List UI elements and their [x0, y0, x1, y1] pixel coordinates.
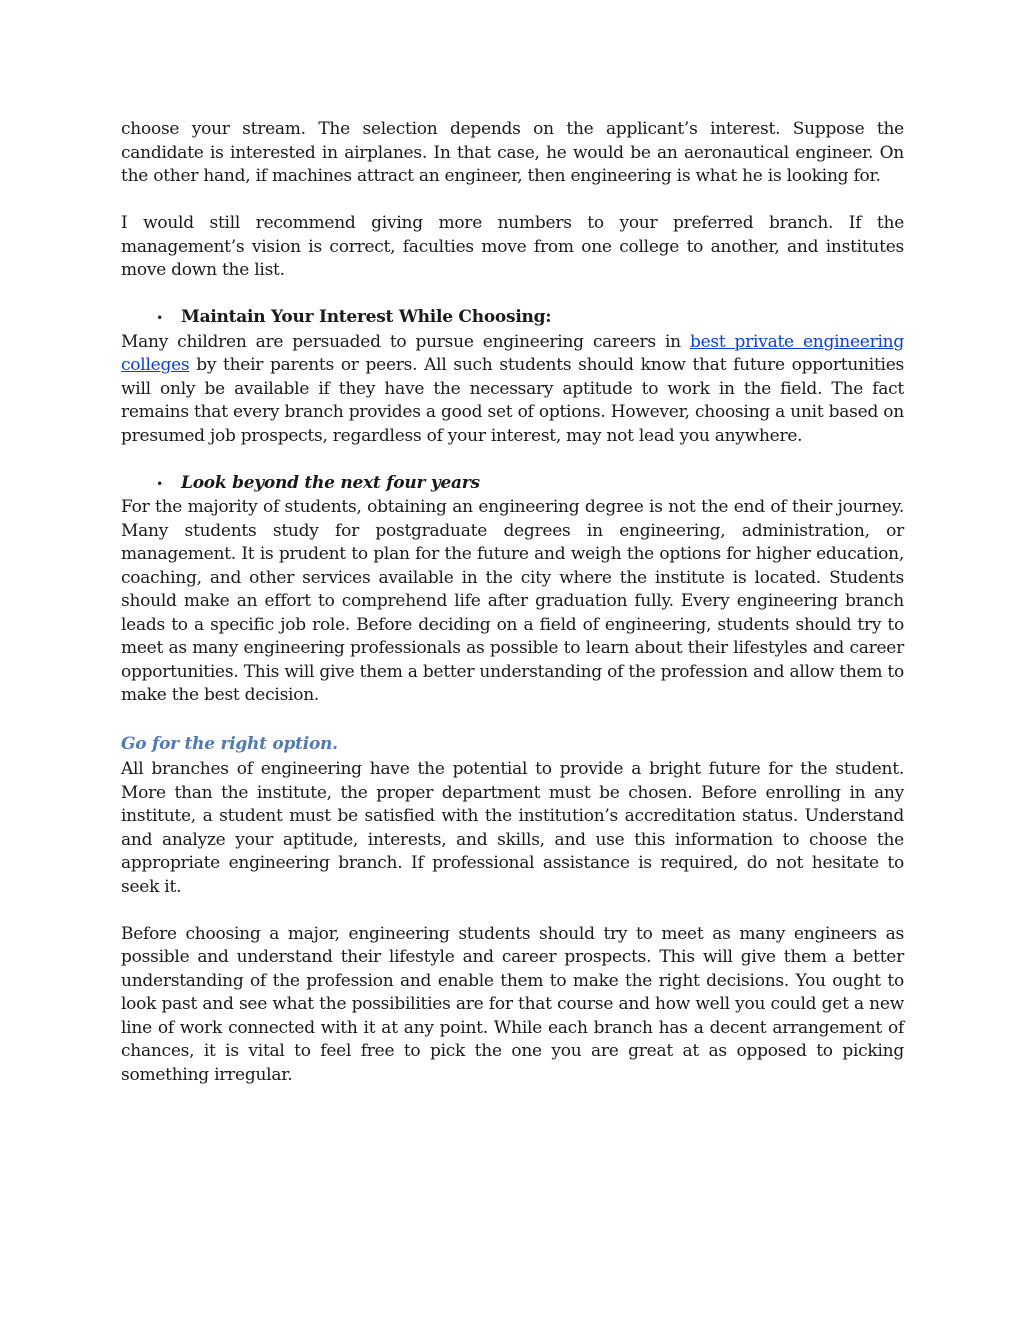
document-page [121, 118, 904, 1087]
spacer [121, 448, 904, 472]
spacer [121, 899, 904, 923]
section-heading: Look beyond the next four years [181, 472, 480, 493]
paragraph-look-beyond: For the majority of students, obtaining an engineering degree is not the end of their journey. Many students study for postgraduate degrees in engineering, administration, or management. It is prudent to plan for the future and weigh the options for higher education, coaching, and other services available in the city where the institute is located. Students should make an effort to comprehend life after graduation fully. Every engineering branch leads to a specific job role. Before deciding on a field of engineering, students should try to meet as many engineering professionals as possible to learn about their lifestyles and career opportunities. This will give them a better understanding of the profession and allow them to make the best decision. [121, 497, 904, 705]
bullet-icon: • [156, 476, 163, 491]
paragraph-preferred-branch: I would still recommend giving more numbers to your preferred branch. If the management’s vision is correct, faculties move from one college to another, and institutes move down the list. [121, 213, 904, 280]
paragraph-stream-selection: choose your stream. The selection depends on the applicant’s interest. Suppose the candidate is interested in airplanes. In that case, he would be an aeronautical engineer. On the other hand, if machines attract an engineer, then engineering is what he is looking for. [121, 119, 904, 186]
bullet-heading-look-beyond [121, 472, 904, 497]
bullet-icon: • [156, 311, 163, 325]
text-run: Many children are persuaded to pursue engineering careers in [121, 331, 690, 352]
paragraph-right-option: All branches of engineering have the potential to provide a bright future for the student. More than the institute, the proper department must be chosen. Before enrolling in any institute, a student must be satisfied with the institution’s accreditation status. Understand and analyze your aptitude, interests, and skills, and use this information to choose the appropriate engineering branch. If professional assistance is required, do not hesitate to seek it. [121, 759, 904, 897]
bullet-heading-maintain-interest [121, 306, 904, 331]
text-run: by their parents or peers. All such students should know that future opportunities will only be available if they have the necessary aptitude to work in the field. The fact remains that every branch provides a good set of options. However, choosing a unit based on presumed job prospects, regardless of your interest, may not lead you anywhere. [121, 355, 904, 446]
section-heading: Maintain Your Interest While Choosing: [181, 307, 552, 327]
spacer [121, 708, 904, 732]
best-private-engineering-colleges-link[interactable]: best private engineering colleges [121, 331, 904, 375]
paragraph-maintain-interest [121, 331, 904, 449]
paragraph-choosing-major: Before choosing a major, engineering students should try to meet as many engineers as possible and understand their lifestyle and career prospects. This will give them a better understanding of the profession and enable them to make the right decisions. You ought to look past and see what the possibilities are for that course and how well you could get a new line of work connected with it at any point. While each branch has a decent arrangement of chances, it is vital to feel free to pick the one you are great at as opposed to picking something irregular. [121, 923, 904, 1085]
subheading-right-option: Go for the right option. [121, 734, 338, 754]
spacer [121, 189, 904, 213]
spacer [121, 283, 904, 307]
